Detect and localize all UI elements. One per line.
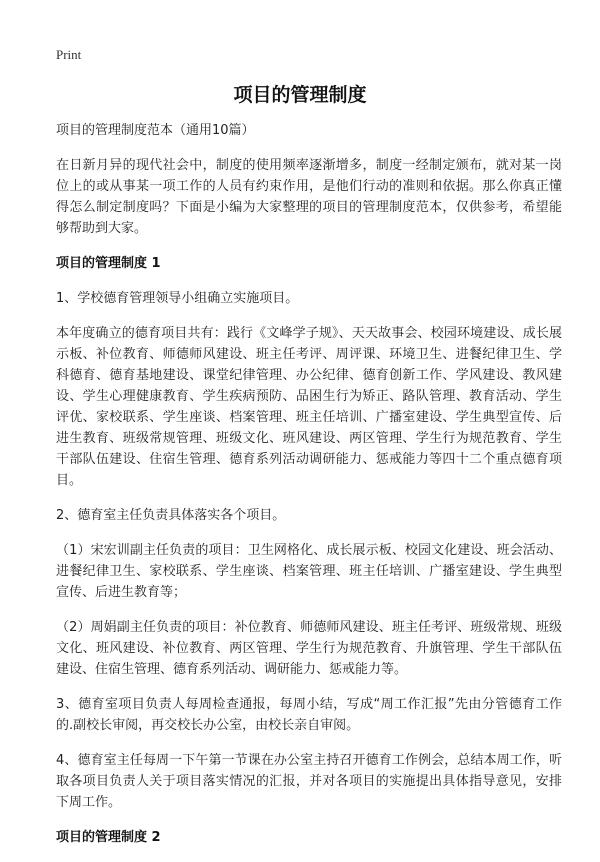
document-body	[56, 120, 562, 862]
intro-paragraph: 在日新月异的现代社会中，制度的使用频率逐渐增多，制度一经制定颁布，就对某一岗位上的或从事某一项工作的人员有约束作用，是他们行动的准则和依据。那么你真正懂得怎么制定制度吗？下面是小编为大家整理的项目的管理制度范本，仅供参考，希望能够帮助到大家。	[56, 158, 562, 236]
section-paragraph: 1、学校德育管理领导小组确立实施项目。	[56, 291, 299, 306]
section-paragraph: （2）周娟副主任负责的项目：补位教育、师德师风建设、班主任考评、班级常规、班级文化、班风建设、补位教育、两区管理、学生行为规范教育、升旗管理、学生干部队伍建设、住宿生管理、德育系列活动、调研能力、惩戒能力等。	[56, 620, 562, 677]
print-link[interactable]: Print	[56, 47, 82, 62]
section-paragraph: 本年度确立的德育项目共有：践行《文峰学子规》、天天故事会、校园环境建设、成长展示板、补位教育、师德师风建设、班主任考评、周评课、环境卫生、进餐纪律卫生、学科德育、德育基地建设、课堂纪律管理、办公纪律、德育创新工作、学风建设、教风建设、学生心理健康教育、学生疾病预防、品困生行为矫正、路队管理、教育活动、学生评优、家校联系、学生座谈、档案管理、班主任培训、广播室建设、学生典型宣传、后进生教育、班级常规管理、班级文化、班风建设、两区管理、学生行为规范教育、学生干部队伍建设、住宿生管理、德育系列活动调研能力、惩戒能力等四十二个重点德育项目。	[56, 326, 562, 488]
section-paragraph: 4、德育室主任每周一下午第一节课在办公室主持召开德育工作例会，总结本周工作，听取各项目负责人关于项目落实情况的汇报，并对各项目的实施提出具体指导意见，安排下周工作。	[56, 753, 562, 810]
page-title: 项目的管理制度	[233, 84, 367, 106]
section-heading: 项目的管理制度 1	[56, 256, 161, 271]
section-paragraph: 3、德育室项目负责人每周检查通报，每周小结，写成“周工作汇报”先由分管德育工作的.副校长审阅，再交校长办公室，由校长亲自审阅。	[56, 697, 562, 733]
section-paragraph: （1）宋宏训副主任负责的项目：卫生网格化、成长展示板、校园文化建设、班会活动、进餐纪律卫生、家校联系、学生座谈、档案管理、班主任培训、广播室建设、学生典型宣传、后进生教育等；	[56, 543, 562, 600]
section-heading: 项目的管理制度 2	[56, 830, 161, 845]
section-paragraph: 2、德育室主任负责具体落实各个项目。	[56, 508, 286, 523]
document-subtitle: 项目的管理制度范本（通用10篇）	[56, 123, 255, 138]
